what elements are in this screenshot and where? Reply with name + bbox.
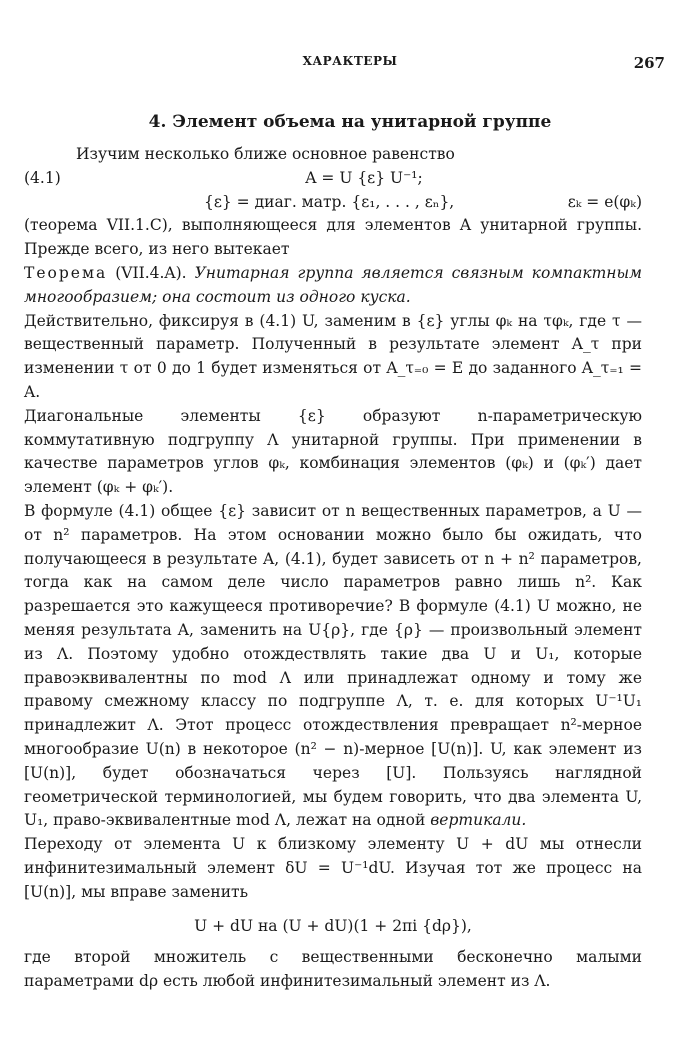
equation-epsilon-def: εₖ = e(φₖ): [567, 192, 642, 211]
section-heading: 4. Элемент объема на унитарной группе: [148, 112, 552, 132]
equation-label: (4.1): [24, 168, 61, 187]
theorem-statement: Унитарная группа является связным компактным многообразием; она состоит из одного куска.: [24, 263, 642, 306]
page-number: 267: [633, 54, 665, 72]
transition-paragraph: Переходу от элемента U к близкому элементу U + dU мы отнесли инфинитезимальный элемент δU = U⁻¹dU. Изучая тот же процесс на [U(n)], мы вправе заменить: [24, 835, 642, 901]
body-text: [24, 143, 642, 994]
equation-diag-matrix: {ε} = диаг. матр. {ε₁, . . . , εₙ},: [204, 192, 455, 211]
proof-paragraph: Действительно, фиксируя в (4.1) U, заменим в {ε} углы φₖ на τφₖ, где τ — вещественный параметр. Полученный в результате элемент A_τ при изменении τ от 0 до 1 будет изменяться от A_τ₌₀ = E до заданного A_τ₌₁ = A.: [24, 311, 642, 401]
final-paragraph: где второй множитель с вещественными бесконечно малыми параметрами dρ есть любой инфинитезимальный элемент из Λ.: [24, 948, 642, 991]
vertical-term: вертикали.: [430, 811, 527, 830]
display-formula: U + dU на (U + dU)(1 + 2πi {dρ}),: [194, 916, 472, 935]
theorem-ref: (VII.4.A).: [115, 263, 187, 282]
intro-paragraph: Изучим несколько ближе основное равенство: [76, 145, 455, 163]
equation-4-1: [24, 167, 642, 191]
paragraph-after-equation: (теорема VII.1.C), выполняющееся для элементов A унитарной группы. Прежде всего, из него вытекает: [24, 216, 642, 259]
theorem-label: Теорема: [24, 263, 108, 282]
diagonal-paragraph: Диагональные элементы {ε} образуют n-параметрическую коммутативную подгруппу Λ унитарной группы. При применении в качестве параметров углов φₖ, комбинация элементов (φₖ) и (φₖ′) дает элемент (φₖ + φₖ′).: [24, 406, 642, 497]
equation-formula: A = U {ε} U⁻¹;: [305, 168, 423, 187]
running-head: ХАРАКТЕРЫ: [302, 54, 398, 68]
parameters-text: В формуле (4.1) общее {ε} зависит от n вещественных параметров, а U — от n² параметров. На этом основании можно было бы ожидать, что получающееся в результате A, (4.1), будет зависеть от n + n² параметров, тогда как на самом деле число параметров равно лишь n². Как разрешается это кажущееся противоречие? В формуле (4.1) U можно, не меняя результата A, заменить на U{ρ}, где {ρ} — произвольный элемент из Λ. Поэтому удобно отождествлять такие два U и U₁, которые правоэквивалентны по mod Λ или принадлежат одному и тому же правому смежному классу по подгруппе Λ, т. е. для которых U⁻¹U₁ принадлежит Λ. Этот процесс отождествления превращает n²-мерное многообразие U(n) в некоторое (n² − n)-мерное [U(n)]. U, как элемент из [U(n)], будет обозначаться через [U]. Пользуясь наглядной геометрической терминологией, мы будем говорить, что два элемента U, U₁, право-эквивалентные mod Λ, лежат на одной: [24, 501, 642, 830]
parameters-paragraph: [24, 500, 642, 833]
equation-4-1-line2: [86, 191, 642, 215]
theorem-paragraph: [24, 262, 642, 310]
